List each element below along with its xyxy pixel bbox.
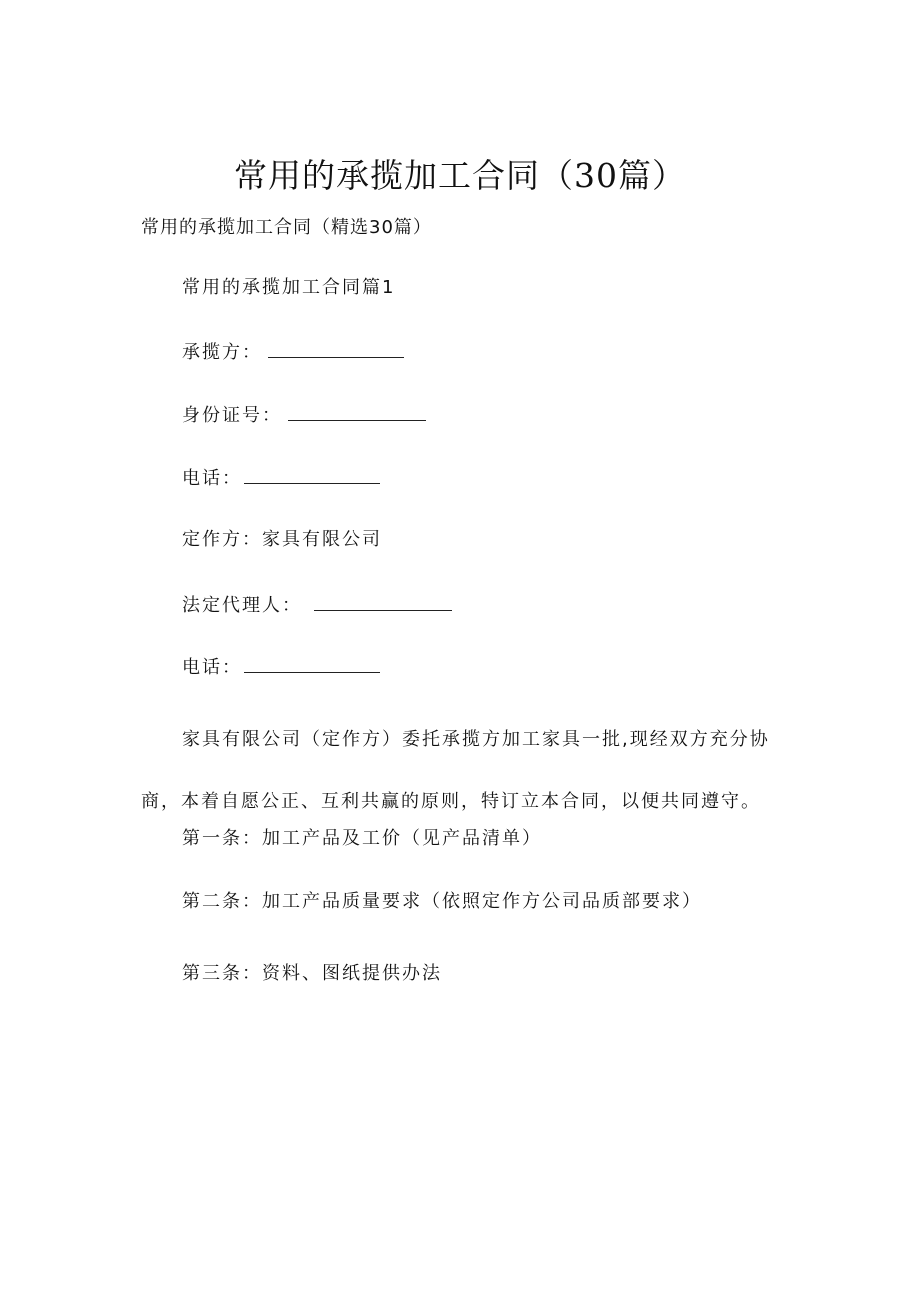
field-label: 身份证号： <box>182 405 282 426</box>
fill-in-blank <box>244 654 380 673</box>
document-title: 常用的承揽加工合同（30篇） <box>234 156 686 195</box>
field-label: 电话： <box>182 657 242 678</box>
fill-in-blank <box>288 402 426 421</box>
field-phone-orderer <box>182 654 380 682</box>
article-1: 第一条：加工产品及工价（见产品清单） <box>182 828 542 849</box>
article-2: 第二条：加工产品质量要求（依照定作方公司品质部要求） <box>182 891 702 912</box>
field-legal-representative <box>182 592 452 620</box>
fill-in-blank <box>244 465 380 484</box>
field-phone-contractor <box>182 465 380 493</box>
fill-in-blank <box>314 592 452 611</box>
article-3: 第三条：资料、图纸提供办法 <box>182 963 442 984</box>
fill-in-blank <box>268 339 404 358</box>
field-label: 法定代理人： <box>182 595 302 616</box>
field-orderer: 定作方：家具有限公司 <box>182 529 382 550</box>
field-label: 承揽方： <box>182 342 262 363</box>
document-subtitle: 常用的承揽加工合同（精选30篇） <box>141 217 432 238</box>
field-id-number <box>182 402 426 430</box>
field-contractor <box>182 339 404 367</box>
intro-paragraph: 家具有限公司（定作方）委托承揽方加工家具一批,现经双方充分协商，本着自愿公正、互利共赢的原则，特订立本合同，以便共同遵守。 <box>141 729 770 812</box>
field-label: 电话： <box>182 468 242 489</box>
section-heading: 常用的承揽加工合同篇1 <box>182 277 396 298</box>
